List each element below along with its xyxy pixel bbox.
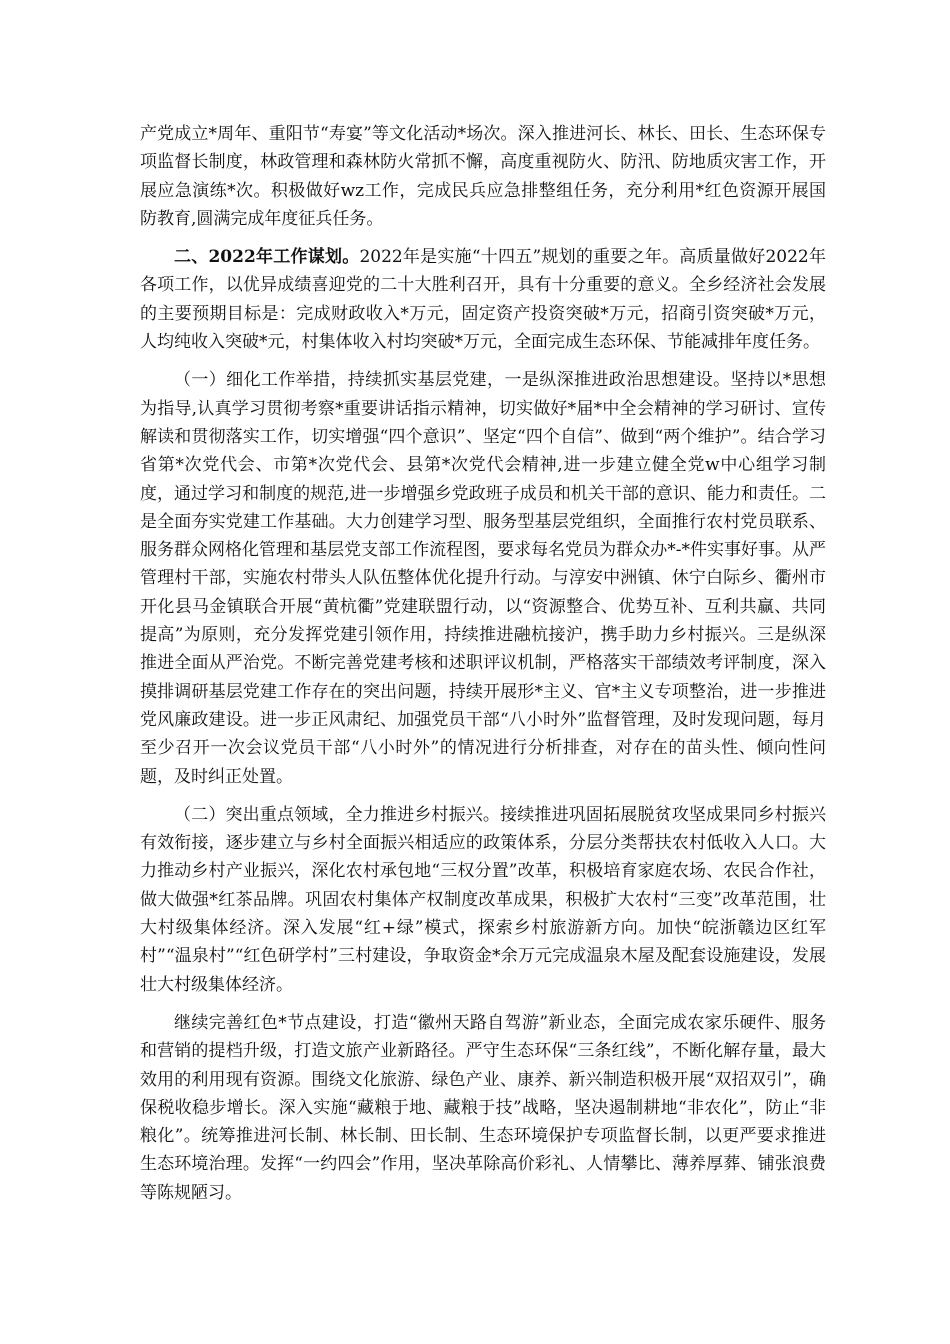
section-heading: 二、2022年工作谋划。 bbox=[174, 247, 360, 268]
paragraph-text: 继续完善红色*节点建设，打造“徽州天路自驾游”新业态，全面完成农家乐硬件、服务和营销的提档升级，打造文旅产业新路径。严守生态环保“三条红线”，不断化解存量，最大效用的利用现有资源。围绕文化旅游、绿色产业、康养、新兴制造积极开展“双招双引”，确保税收稳步增长。深入实施“藏粮于地、藏粮于技”战略，坚决遏制耕地“非农化”，防止“非粮化”。统筹推进河长制、林长制、田长制、生态环境保护专项监督长制，以更严要求推进生态环境治理。发挥“一约四会”作用，坚决革除高价彩礼、人情攀比、薄养厚葬、铺张浪费等陈规陋习。 bbox=[140, 1012, 826, 1203]
paragraph-continuation bbox=[140, 120, 826, 233]
document-page bbox=[140, 120, 826, 1217]
paragraph-item-two bbox=[140, 801, 826, 999]
paragraph-text: （一）细化工作举措，持续抓实基层党建，一是纵深推进政治思想建设。坚持以*思想为指导,认真学习贯彻考察*重要讲话指示精神，切实做好*届*中全会精神的学习研讨、宣传解读和贯彻落实工作，切实增强“四个意识”、坚定“四个自信”、做到“两个维护”。结合学习省第*次党代会、市第*次党代会、县第*次党代会精神,进一步建立健全党w中心组学习制度，通过学习和制度的规范,进一步增强乡党政班子成员和机关干部的意识、能力和责任。二是全面夯实党建工作基础。大力创建学习型、服务型基层党组织，全面推行农村党员联系、服务群众网格化管理和基层党支部工作流程图，要求每名党员为群众办*-*件实事好事。从严管理村干部，实施农村带头人队伍整体优化提升行动。与淳安中洲镇、休宁白际乡、衢州市开化县马金镇联合开展“黄杭衢”党建联盟行动，以“资源整合、优势互补、互利共赢、共同提高”为原则，充分发挥党建引领作用，持续推进融杭接沪，携手助力乡村振兴。三是纵深推进全面从严治党。不断完善党建考核和述职评议机制，严格落实干部绩效考评制度，深入摸排调研基层党建工作存在的突出问题，持续开展形*主义、官*主义专项整治，进一步推进党风廉政建设。进一步正风肃纪、加强党员干部“八小时外”监督管理，及时发现问题，每月至少召开一次会议党员干部“八小时外”的情况进行分析排查，对存在的苗头性、倾向性问题，及时纠正处置。 bbox=[140, 370, 826, 787]
paragraph-continued bbox=[140, 1009, 826, 1207]
paragraph-text: （二）突出重点领域，全力推进乡村振兴。接续推进巩固拓展脱贫攻坚成果同乡村振兴有效衔接，逐步建立与乡村全面振兴相适应的政策体系，分层分类帮扶农村低收入人口。大力推动乡村产业振兴，深化农村承包地“三权分置”改革，积极培育家庭农场、农民合作社，做大做强*红茶品牌。巩固农村集体产权制度改革成果，积极扩大农村“三变”改革范围，壮大村级集体经济。深入发展“红+绿”模式，探索乡村旅游新方向。加快“皖浙赣边区红军村”“温泉村”“红色研学村”三村建设，争取资金*余万元完成温泉木屋及配套设施建设，发展壮大村级集体经济。 bbox=[140, 804, 826, 995]
paragraph-item-one bbox=[140, 366, 826, 790]
paragraph-text: 产党成立*周年、重阳节“寿宴”等文化活动*场次。深入推进河长、林长、田长、生态环保专项监督长制度，林政管理和森林防火常抓不懈，高度重视防火、防汛、防地质灾害工作，开展应急演练*次。积极做好wz工作，完成民兵应急排整组任务，充分利用*红色资源开展国防教育,圆满完成年度征兵任务。 bbox=[140, 124, 826, 229]
paragraph-section-two bbox=[140, 243, 826, 356]
paragraph-text: 2022年是实施“十四五”规划的重要之年。高质量做好2022年各项工作，以优异成绩喜迎党的二十大胜利召开，具有十分重要的意义。全乡经济社会发展的主要预期目标是：完成财政收入*万元，固定资产投资突破*万元，招商引资突破*万元，人均纯收入突破*元，村集体收入村均突破*万元，全面完成生态环保、节能减排年度任务。 bbox=[140, 247, 826, 353]
